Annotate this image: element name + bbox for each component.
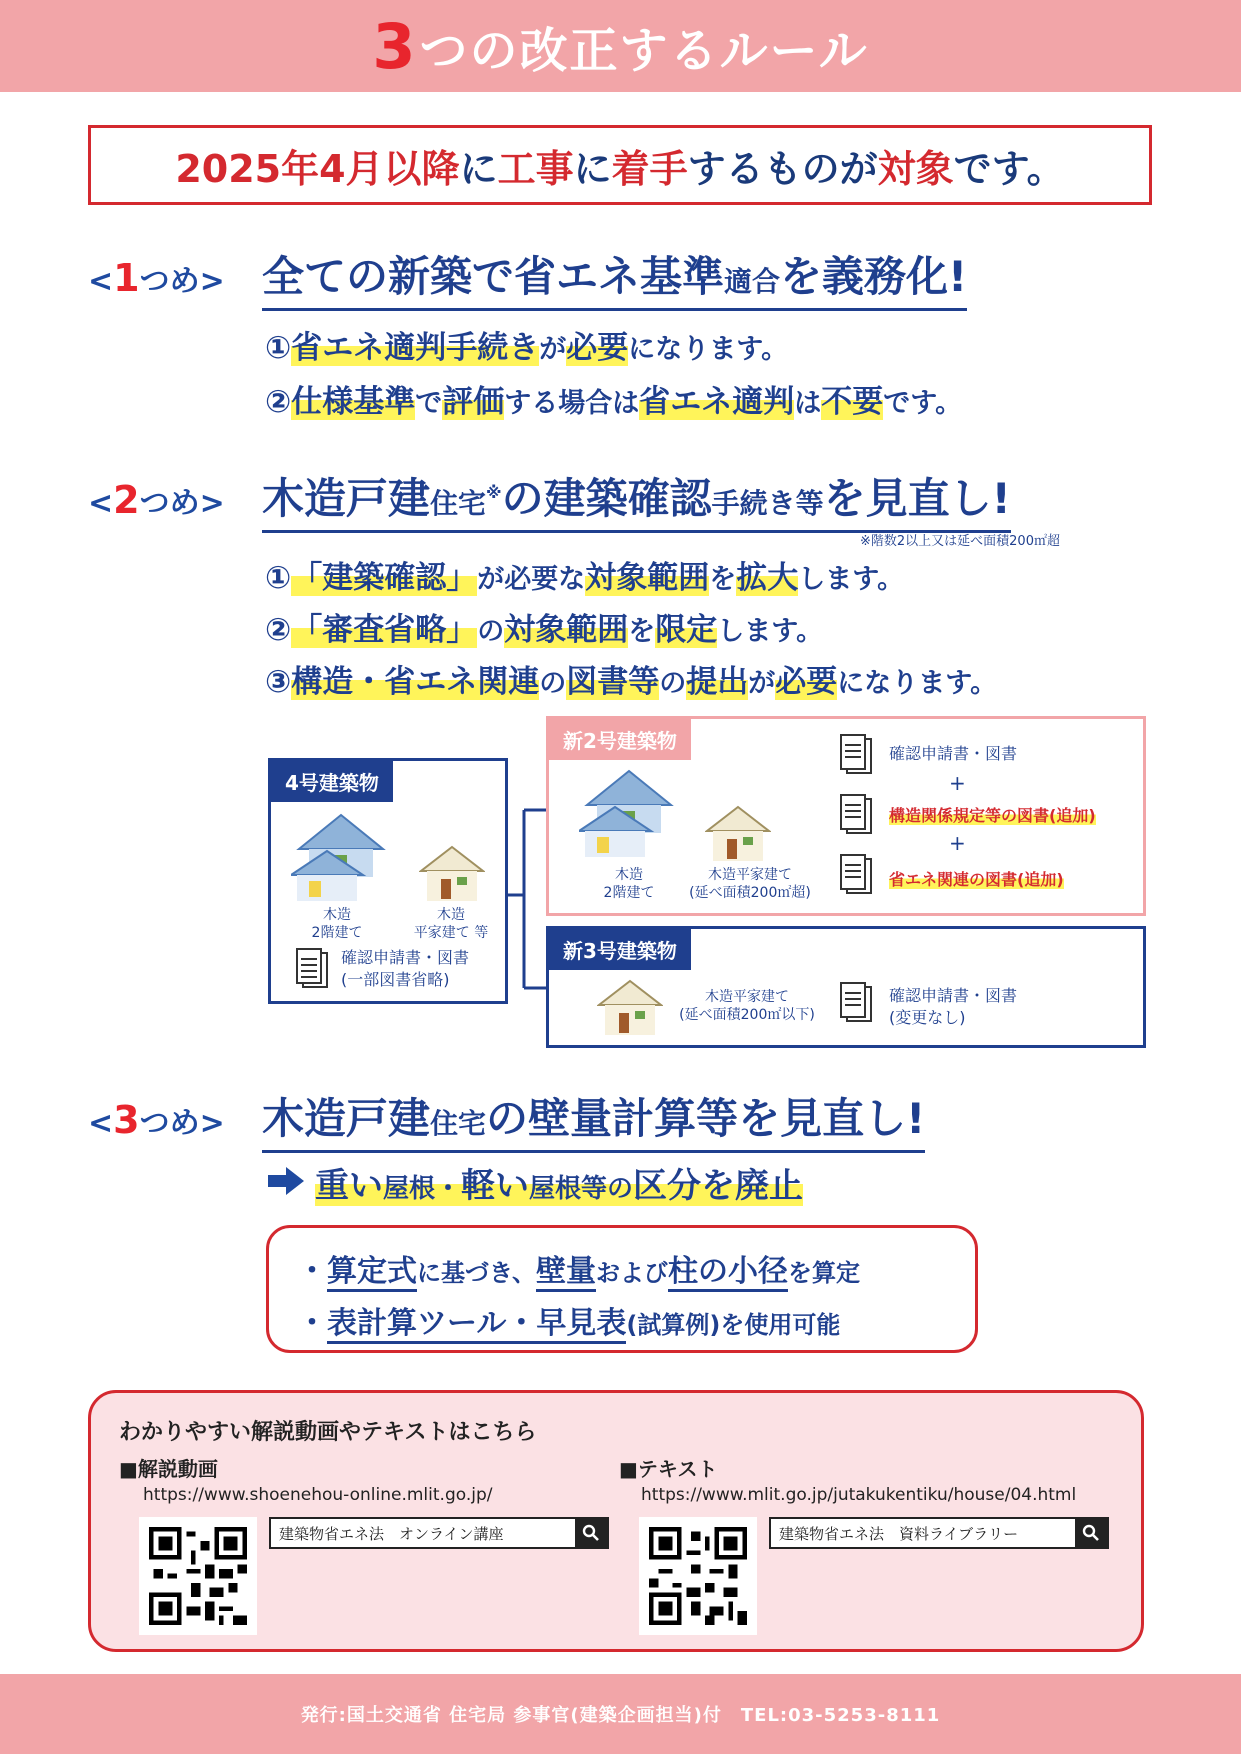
search-query: 建築物省エネ法 資料ライブラリー (779, 1524, 1019, 1543)
notice-text: するものが (687, 146, 878, 191)
header-number: 3 (372, 9, 416, 83)
item-number: ② (265, 612, 292, 648)
box-title: 新3号建築物 (549, 929, 691, 970)
heading-text: 住宅 (430, 1107, 487, 1140)
line-text: 算定式 (327, 1254, 417, 1292)
notice-text: 対象 (877, 146, 954, 191)
item-text: 必要 (775, 664, 838, 700)
heading-text: 全ての新築で省エネ基準 (262, 252, 725, 301)
video-search-box[interactable] (269, 1517, 609, 1549)
item-text: 限定 (655, 612, 718, 648)
line-text: 表計算ツール・早見表 (327, 1306, 626, 1344)
one-story-house-icon (705, 803, 771, 863)
calculation-method-box (266, 1225, 978, 1353)
notice-text: 着手 (611, 146, 688, 191)
line-text: 軽い (461, 1166, 530, 1206)
building-caption: 木造平家建て (延べ面積200㎡超) (689, 867, 811, 901)
document-label-added (889, 869, 1064, 891)
footnote-mark: ※ (486, 483, 502, 502)
bullet: ・ (297, 1254, 327, 1289)
item-text: の (477, 616, 505, 647)
line-text: 屋根等の (529, 1174, 634, 1204)
item-text: の (539, 668, 567, 699)
right-arrow-icon (268, 1167, 304, 1195)
building-caption: 木造 平家建て 等 (413, 907, 489, 941)
item-text: が (748, 668, 776, 699)
bracket-connector (508, 800, 548, 1000)
label-bracket: < (88, 486, 114, 521)
item-text: です。 (883, 388, 963, 419)
item-number: ② (265, 384, 292, 420)
item-text: 省エネ適判 (639, 384, 795, 420)
text-url-link[interactable]: https://www.mlit.go.jp/jutakukentiku/house/04.html (641, 1485, 1077, 1505)
heading-text: を義務化! (780, 252, 968, 301)
notice-date: 2025年4月以降 (175, 146, 460, 191)
item-text: の (659, 668, 687, 699)
section-2-footnote: ※階数2以上又は延べ面積200㎡超 (860, 534, 1060, 549)
section-2-heading (262, 466, 1011, 533)
document-stack-icon (839, 793, 873, 835)
section-2-label (88, 478, 225, 522)
line-text: 壁量 (536, 1254, 596, 1292)
video-url-link[interactable]: https://www.shoenehou-online.mlit.go.jp/ (143, 1485, 493, 1505)
heading-text: 適合 (724, 265, 781, 298)
search-button[interactable] (575, 1519, 607, 1547)
item-text: 「審査省略」 (291, 612, 478, 648)
notice-text: に (459, 146, 498, 191)
document-label: 確認申請書・図書 (889, 744, 1018, 763)
two-story-house-icon (579, 767, 679, 859)
document-label: 確認申請書・図書 (変更なし) (889, 986, 1018, 1028)
item-text: 評価 (442, 384, 505, 420)
label-number: 3 (113, 1098, 140, 1142)
item-text: を (709, 564, 737, 595)
item-text: 拡大 (736, 560, 799, 596)
document-label-text: 構造関係規定等の図書(追加) (889, 806, 1096, 825)
item-text: 対象範囲 (585, 560, 710, 596)
heading-text: 建築確認 (543, 474, 712, 523)
bullet: ・ (297, 1306, 327, 1341)
document-label: 確認申請書・図書 (一部図書省略) (341, 948, 470, 990)
resources-heading: わかりやすい解説動画やテキストはこちら (119, 1420, 537, 1445)
section-1-label (88, 256, 225, 300)
item-text: 必要 (566, 330, 629, 366)
line-text: を算定 (788, 1259, 861, 1287)
hl-group (315, 1166, 803, 1206)
notice-text: に (573, 146, 612, 191)
line-text: を使用可能 (720, 1311, 841, 1339)
section-1-heading (262, 244, 967, 311)
heading-text: を見直し! (823, 474, 1011, 523)
document-stack-icon (295, 947, 329, 989)
line-text: 重い (315, 1166, 383, 1206)
heading-text: 木造戸建 (262, 1094, 431, 1143)
building-caption: 木造 2階建て (311, 907, 363, 941)
label-text: つめ> (139, 264, 225, 299)
box-title: 新2号建築物 (549, 719, 691, 760)
method-line (297, 1246, 860, 1290)
item-text: します。 (798, 564, 905, 595)
heading-text: 住宅 (430, 487, 487, 520)
section-2-item (265, 656, 997, 701)
section-2-item (265, 552, 904, 597)
item-text: は (794, 388, 822, 419)
heading-text: 手続き等 (711, 487, 824, 520)
item-text: 提出 (686, 664, 749, 700)
label-number: 1 (113, 256, 140, 300)
label-number: 2 (113, 478, 140, 522)
item-text: になります。 (628, 334, 789, 365)
header-title: つの改正するルール (419, 22, 869, 79)
text-search-box[interactable] (769, 1517, 1109, 1549)
item-text: 仕様基準 (291, 384, 416, 420)
plus-sign: + (949, 831, 966, 855)
heading-text: の (486, 1094, 529, 1143)
publisher-text: 発行:国土交通省 住宅局 参事官(建築企画担当)付 TEL:03-5253-8111 (300, 1705, 941, 1726)
label-bracket: < (88, 1106, 114, 1141)
heading-text: 壁量計算等 (528, 1094, 739, 1143)
item-text: になります。 (837, 668, 998, 699)
qr-code-icon (149, 1527, 247, 1625)
line-text: 柱の小径 (668, 1254, 788, 1292)
one-story-house-icon (597, 977, 663, 1037)
box-title: 4号建築物 (271, 761, 393, 802)
target-notice (88, 125, 1152, 205)
line-text: (試算例) (626, 1311, 721, 1339)
item-number: ① (265, 330, 292, 366)
item-text: を (628, 616, 656, 647)
item-text: します。 (717, 616, 824, 647)
item-text: 省エネ適判手続き (291, 330, 540, 366)
new-building-type-3-box (546, 926, 1146, 1048)
item-text: で (415, 388, 443, 419)
search-button[interactable] (1075, 1519, 1107, 1547)
heading-text: を見直し! (738, 1094, 926, 1143)
notice-text: です。 (953, 146, 1065, 191)
item-text: 図書等 (566, 664, 660, 700)
search-query: 建築物省エネ法 オンライン講座 (279, 1524, 504, 1543)
section-3-heading (262, 1086, 925, 1153)
document-stack-icon (839, 733, 873, 775)
section-1-item (265, 376, 962, 421)
line-text: 屋根・ (383, 1174, 462, 1204)
notice-text: 工事 (497, 146, 574, 191)
search-icon (1082, 1524, 1100, 1542)
roof-classification-line (315, 1158, 803, 1207)
item-text: する場合は (504, 388, 640, 419)
building-caption: 木造平家建て (延べ面積200㎡以下) (679, 989, 815, 1023)
document-stack-icon (839, 853, 873, 895)
video-label: ■解説動画 (119, 1457, 218, 1481)
line-text: 区分を廃止 (633, 1166, 804, 1206)
section-2-item (265, 604, 823, 649)
item-text: 「建築確認」 (291, 560, 478, 596)
label-bracket: < (88, 264, 114, 299)
item-text: 構造・省エネ関連 (291, 664, 540, 700)
line-text: に基づき、 (417, 1259, 537, 1287)
item-text: 対象範囲 (504, 612, 629, 648)
item-text: が必要な (477, 564, 586, 595)
item-number: ③ (265, 664, 292, 700)
line-text: および (596, 1259, 669, 1287)
resources-box (88, 1390, 1144, 1652)
publisher-footer (0, 1674, 1241, 1754)
section-1-item (265, 322, 788, 367)
two-story-house-icon (291, 811, 391, 903)
section-3-label (88, 1098, 225, 1142)
heading-text: 木造戸建 (262, 474, 431, 523)
one-story-house-icon (419, 843, 485, 903)
building-type-4-box (268, 758, 508, 1004)
page-header (0, 0, 1241, 92)
plus-sign: + (949, 771, 966, 795)
document-label-text: 省エネ関連の図書(追加) (889, 870, 1064, 889)
text-qr-code[interactable] (639, 1517, 757, 1635)
label-text: つめ> (139, 486, 225, 521)
new-building-type-2-box (546, 716, 1146, 916)
video-qr-code[interactable] (139, 1517, 257, 1635)
qr-code-icon (649, 1527, 747, 1625)
search-icon (582, 1524, 600, 1542)
label-text: つめ> (139, 1106, 225, 1141)
method-line (297, 1298, 840, 1342)
item-number: ① (265, 560, 292, 596)
heading-text: の (501, 474, 544, 523)
text-label: ■テキスト (619, 1457, 718, 1481)
document-stack-icon (839, 981, 873, 1023)
document-label-added (889, 805, 1096, 827)
building-caption: 木造 2階建て (603, 867, 655, 901)
item-text: 不要 (821, 384, 884, 420)
item-text: が (539, 334, 567, 365)
